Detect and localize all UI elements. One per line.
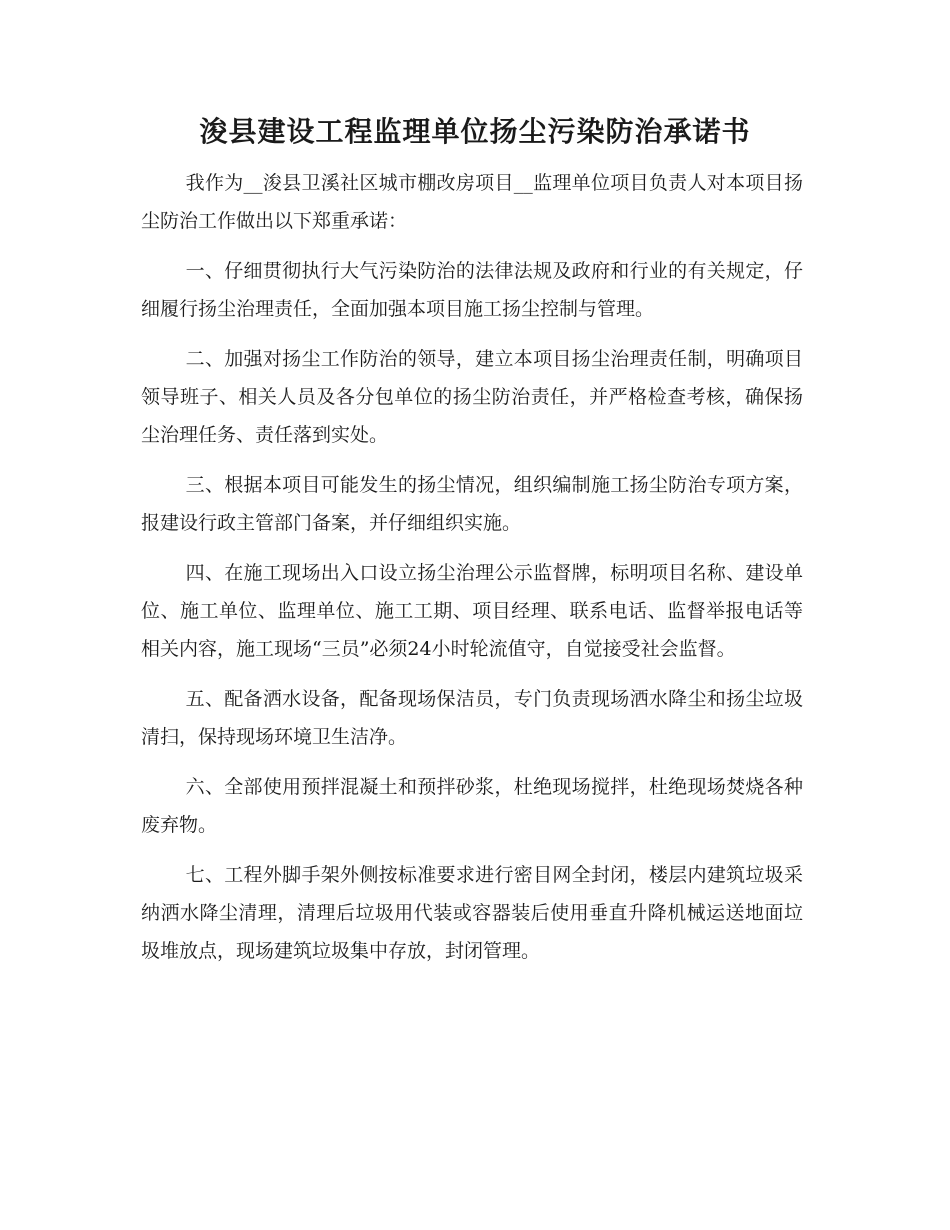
document-body — [141, 164, 803, 982]
paragraph-item-6: 六、全部使用预拌混凝土和预拌砂浆，杜绝现场搅拌，杜绝现场焚烧各种废弃物。 — [141, 776, 803, 836]
paragraph-item-1: 一、仔细贯彻执行大气污染防治的法律法规及政府和行业的有关规定，仔细履行扬尘治理责任，全面加强本项目施工扬尘控制与管理。 — [141, 260, 803, 320]
paragraph-item-4: 四、在施工现场出入口设立扬尘治理公示监督牌，标明项目名称、建设单位、施工单位、监理单位、施工工期、项目经理、联系电话、监督举报电话等相关内容，施工现场“三员”必须24小时轮流值守，自觉接受社会监督。 — [141, 562, 803, 660]
paragraph-item-3: 三、根据本项目可能发生的扬尘情况，组织编制施工扬尘防治专项方案，报建设行政主管部门备案，并仔细组织实施。 — [141, 474, 803, 534]
paragraph-intro: 我作为__浚县卫溪社区城市棚改房项目__监理单位项目负责人对本项目扬尘防治工作做出以下郑重承诺： — [141, 172, 803, 232]
paragraph-item-2: 二、加强对扬尘工作防治的领导，建立本项目扬尘治理责任制，明确项目领导班子、相关人员及各分包单位的扬尘防治责任，并严格检查考核，确保扬尘治理任务、责任落到实处。 — [141, 348, 803, 446]
document-title: 浚县建设工程监理单位扬尘污染防治承诺书 — [199, 115, 751, 148]
paragraph-item-5: 五、配备洒水设备，配备现场保洁员，专门负责现场洒水降尘和扬尘垃圾清扫，保持现场环境卫生洁净。 — [141, 688, 803, 748]
paragraph-item-7: 七、工程外脚手架外侧按标准要求进行密目网全封闭，楼层内建筑垃圾采纳洒水降尘清理，清理后垃圾用代装或容器装后使用垂直升降机械运送地面垃圾堆放点，现场建筑垃圾集中存放，封闭管理。 — [141, 864, 803, 962]
